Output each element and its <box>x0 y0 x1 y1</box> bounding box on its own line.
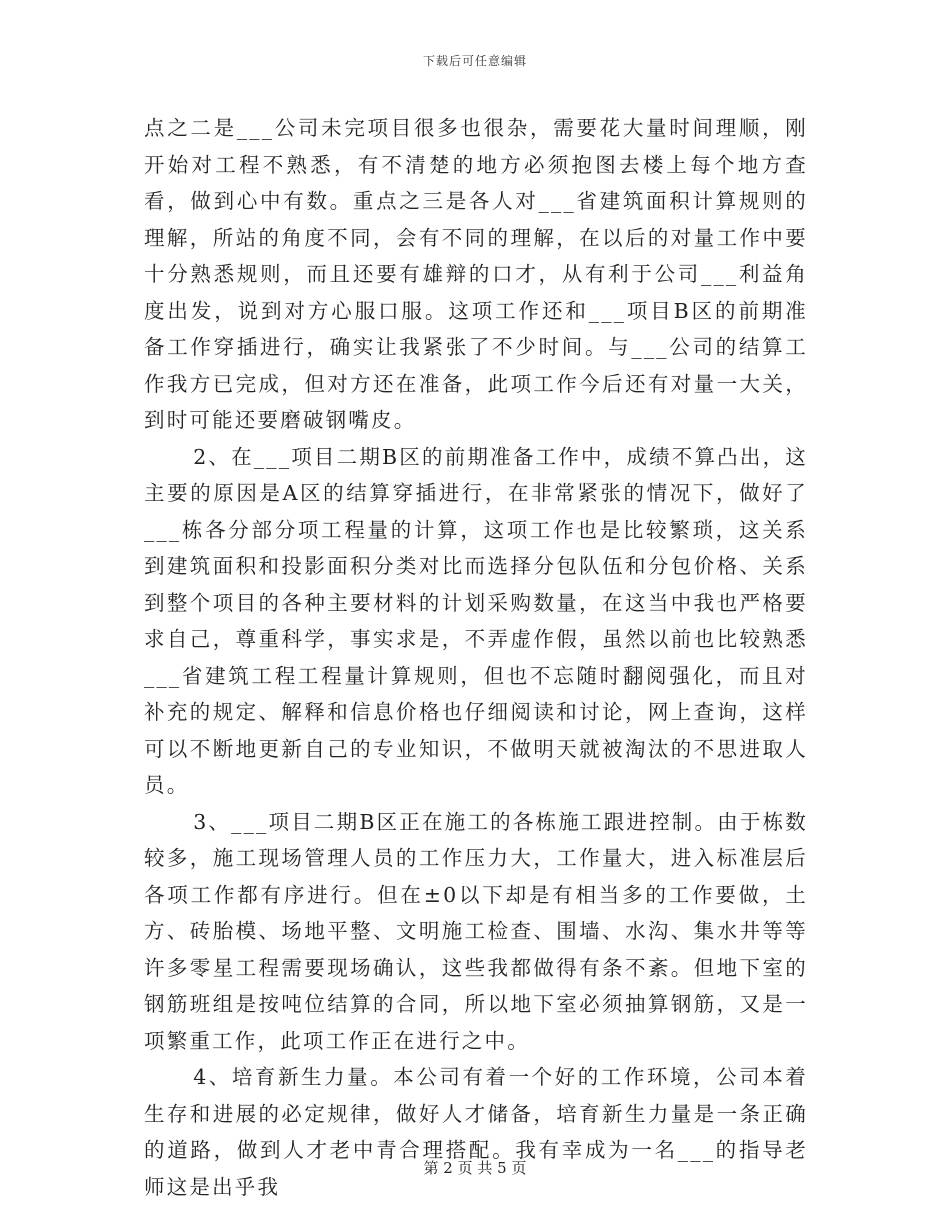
document-body <box>144 110 808 1205</box>
page-header-note: 下载后可任意编辑 <box>422 54 527 68</box>
paragraph-item-3: 3、___项目二期B区正在施工的各栋施工跟进控制。由于栋数较多，施工现场管理人员的工作压力大，工作量大，进入标准层后各项工作都有序进行。但在±0以下却是有相当多的工作要做，土方、砖胎模、场地平整、文明施工检查、围墙、水沟、集水井等等许多零星工程需要现场确认，这些我都做得有条不紊。但地下室的钢筋班组是按吨位结算的合同，所以地下室必须抽算钢筋，又是一项繁重工作，此项工作正在进行之中。 <box>144 809 808 1053</box>
page-number-footer: 第 2 页 共 5 页 <box>423 1159 527 1177</box>
paragraph-item-2: 2、在___项目二期B区的前期准备工作中，成绩不算凸出，这主要的原因是A区的结算穿插进行，在非常紧张的情况下，做好了___栋各分部分项工程量的计算，这项工作也是比较繁琐，这关系到建筑面积和投影面积分类对比而选择分包队伍和分包价格、关系到整个项目的各种主要材料的计划采购数量，在这当中我也严格要求自己，尊重科学，事实求是，不弄虚作假，虽然以前也比较熟悉___省建筑工程工程量计算规则，但也不忘随时翻阅强化，而且对补充的规定、解释和信息价格也仔细阅读和讨论，网上查询，这样可以不断地更新自己的专业知识，不做明天就被淘汰的不思进取人员。 <box>144 444 808 797</box>
paragraph-continued: 点之二是___公司未完项目很多也很杂，需要花大量时间理顺，刚开始对工程不熟悉，有不清楚的地方必须抱图去楼上每个地方查看，做到心中有数。重点之三是各人对___省建筑面积计算规则的理解，所站的角度不同，会有不同的理解，在以后的对量工作中要十分熟悉规则，而且还要有雄辩的口才，从有利于公司___利益角度出发，说到对方心服口服。这项工作还和___项目B区的前期准备工作穿插进行，确实让我紧张了不少时间。与___公司的结算工作我方已完成，但对方还在准备，此项工作今后还有对量一大关，到时可能还要磨破钢嘴皮。 <box>144 116 808 432</box>
paragraph-item-4: 4、培育新生力量。本公司有着一个好的工作环境，公司本着生存和进展的必定规律，做好人才储备，培育新生力量是一条正确的道路，做到人才老中青合理搭配。我有幸成为一名___的指导老师这是出乎我 <box>144 1065 808 1199</box>
